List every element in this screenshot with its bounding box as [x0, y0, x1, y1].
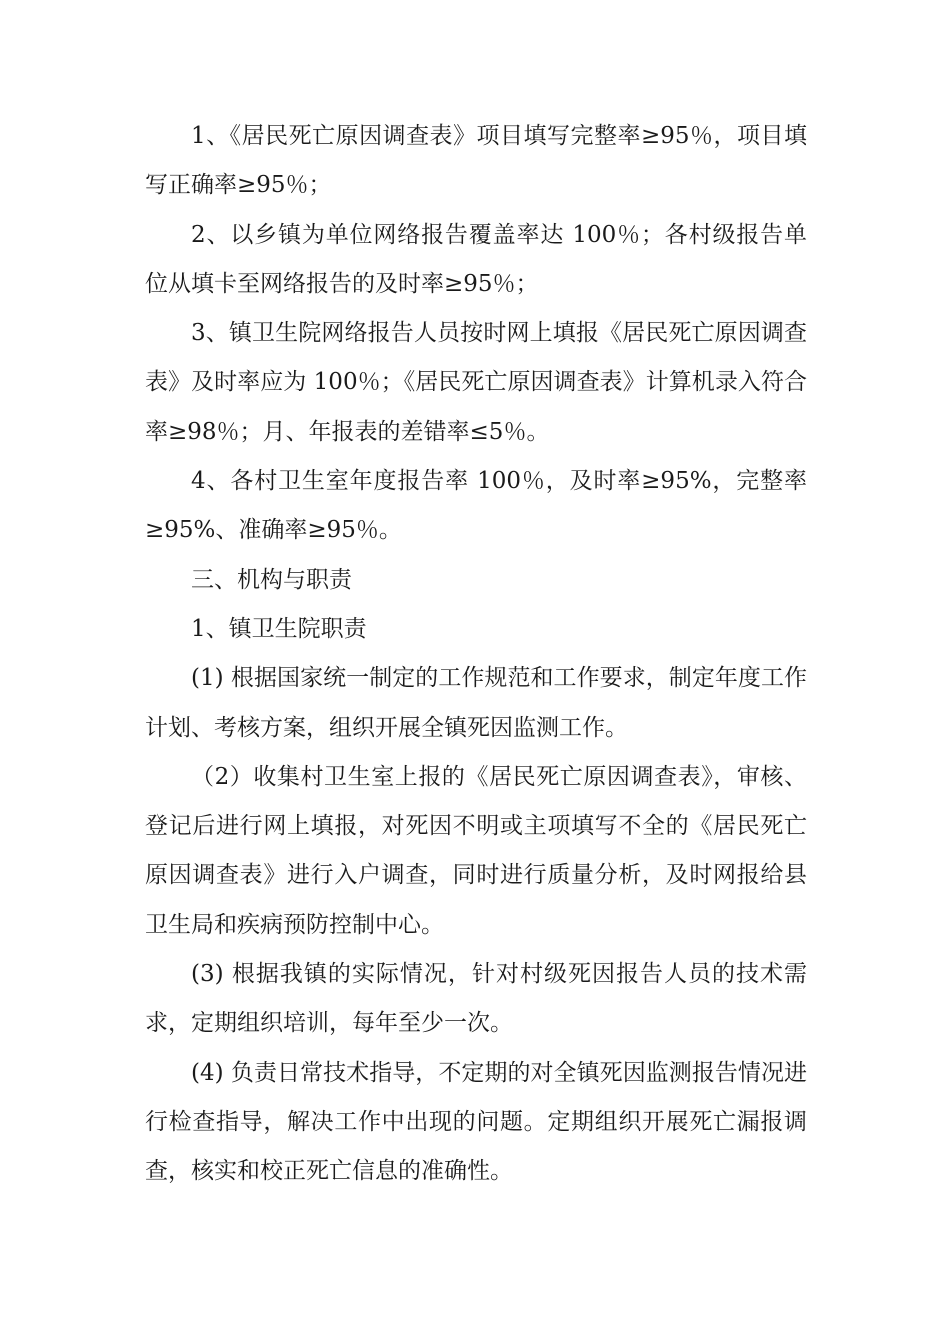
paragraph-target-coverage: 2、以乡镇为单位网络报告覆盖率达 100％；各村级报告单位从填卡至网络报告的及时率≥95％； — [145, 221, 807, 297]
document-body — [145, 112, 807, 1197]
duty-item-4: (4) 负责日常技术指导，不定期的对全镇死因监测报告情况进行检查指导，解决工作中出现的问题。定期组织开展死亡漏报调查，核实和校正死亡信息的准确性。 — [145, 1059, 807, 1185]
paragraph-target-village-clinics: 4、各村卫生室年度报告率 100％，及时率≥95%，完整率≥95%、准确率≥95％。 — [145, 468, 807, 544]
duty-item-1: (1) 根据国家统一制定的工作规范和工作要求，制定年度工作计划、考核方案，组织开展全镇死因监测工作。 — [145, 665, 807, 741]
duty-item-2: （2）收集村卫生室上报的《居民死亡原因调查表》，审核、登记后进行网上填报，对死因不明或主项填写不全的《居民死亡原因调查表》进行入户调查，同时进行质量分析，及时网报给县卫生局和疾病预防控制中心。 — [145, 763, 807, 938]
paragraph-target-completeness: 1、《居民死亡原因调查表》项目填写完整率≥95％，项目填写正确率≥95％； — [145, 123, 807, 199]
section-heading-institutions: 三、机构与职责 — [191, 566, 352, 593]
subsection-heading-hospital-duties: 1、镇卫生院职责 — [191, 615, 367, 642]
duty-item-3: (3) 根据我镇的实际情况，针对村级死因报告人员的技术需求，定期组织培训，每年至少一次。 — [145, 961, 807, 1037]
paragraph-target-online-reporting: 3、镇卫生院网络报告人员按时网上填报《居民死亡原因调查表》及时率应为 100％；《居民死亡原因调查表》计算机录入符合率≥98％；月、年报表的差错率≤5％。 — [145, 320, 807, 445]
